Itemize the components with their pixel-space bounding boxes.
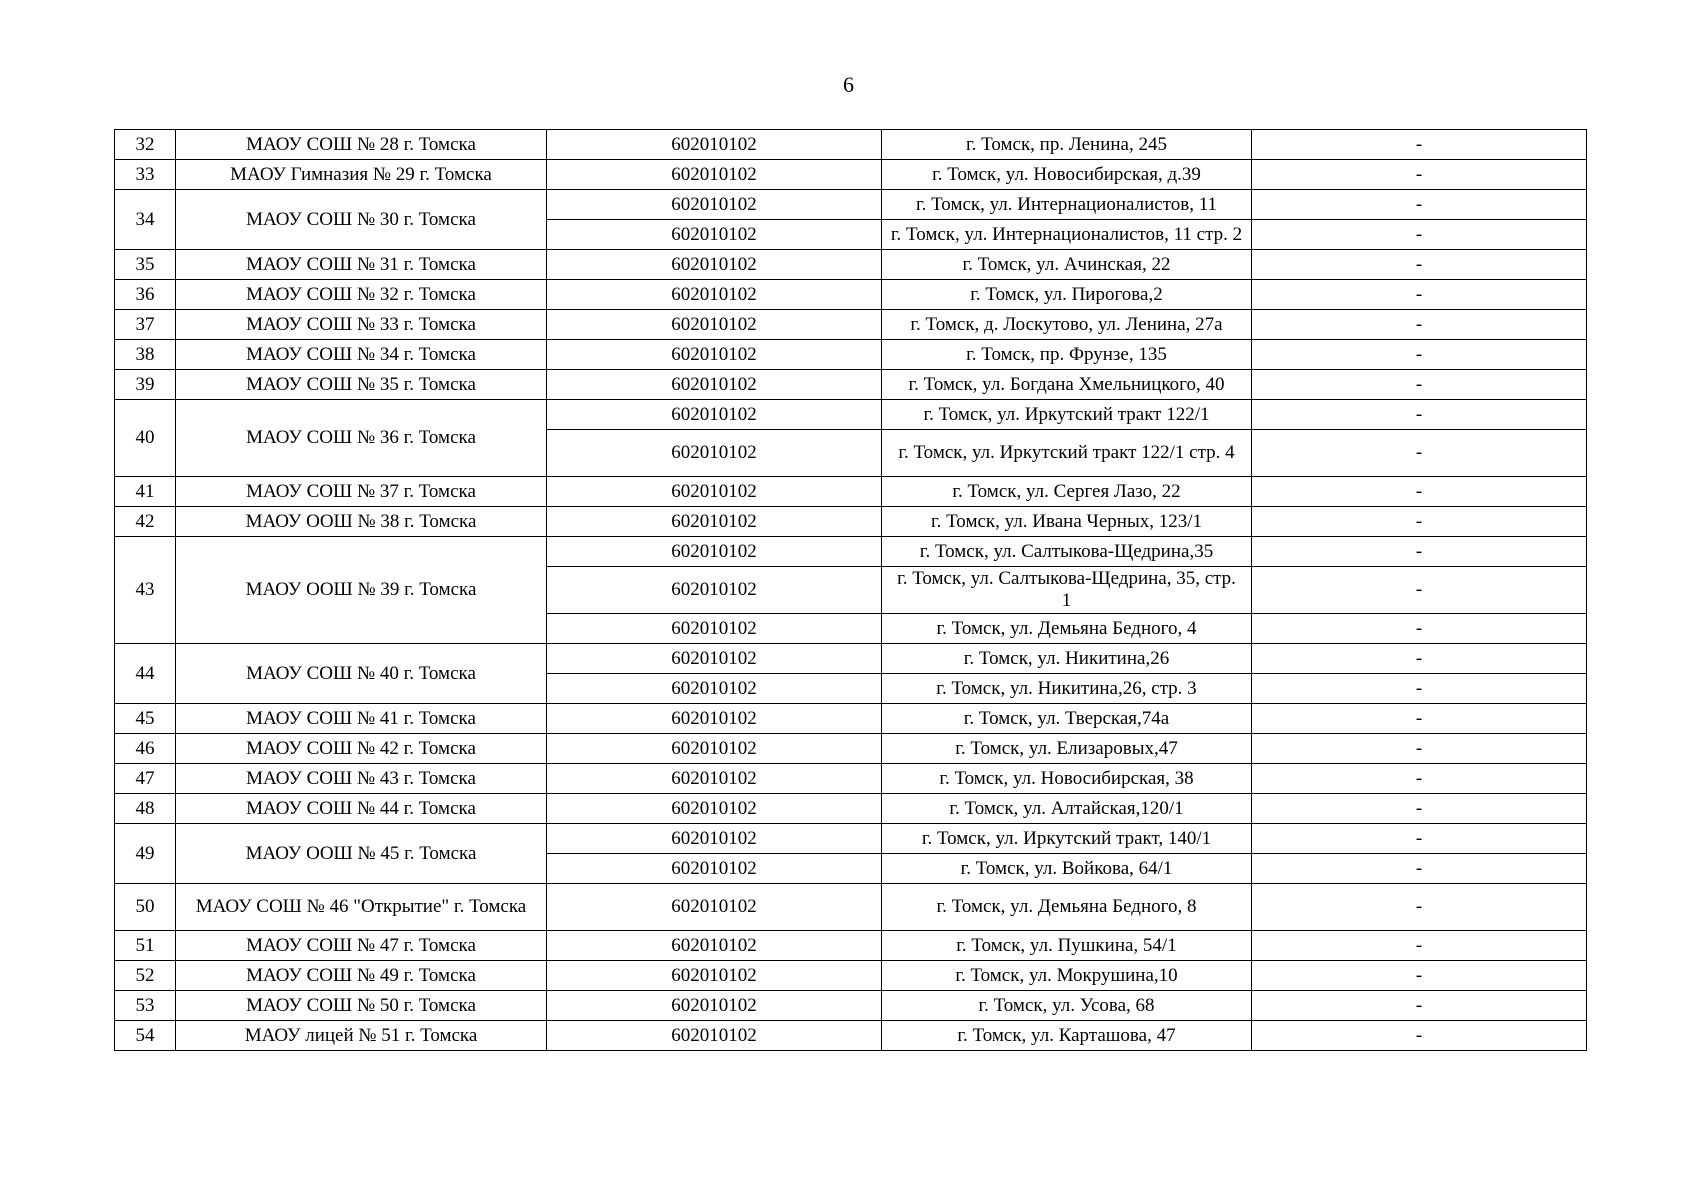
code-cell: 602010102: [547, 614, 882, 644]
school-name-cell: МАОУ СОШ № 46 "Открытие" г. Томска: [176, 884, 547, 931]
school-name-cell: МАОУ СОШ № 32 г. Томска: [176, 280, 547, 310]
address-cell: г. Томск, ул. Демьяна Бедного, 4: [882, 614, 1252, 644]
table-row: [115, 794, 1587, 824]
address-cell: г. Томск, ул. Тверская,74а: [882, 704, 1252, 734]
note-cell: -: [1252, 567, 1587, 614]
note-cell: -: [1252, 340, 1587, 370]
school-name-cell: МАОУ СОШ № 40 г. Томска: [176, 644, 547, 704]
note-cell: -: [1252, 704, 1587, 734]
address-cell: г. Томск, ул. Богдана Хмельницкого, 40: [882, 370, 1252, 400]
table-row: [115, 340, 1587, 370]
note-cell: -: [1252, 824, 1587, 854]
note-cell: -: [1252, 430, 1587, 477]
row-number-cell: 48: [115, 794, 176, 824]
school-name-cell: МАОУ СОШ № 43 г. Томска: [176, 764, 547, 794]
school-name-cell: МАОУ СОШ № 34 г. Томска: [176, 340, 547, 370]
note-cell: -: [1252, 991, 1587, 1021]
school-name-cell: МАОУ СОШ № 37 г. Томска: [176, 477, 547, 507]
table-row: [115, 400, 1587, 430]
code-cell: 602010102: [547, 824, 882, 854]
row-number-cell: 38: [115, 340, 176, 370]
table-row: [115, 644, 1587, 674]
address-cell: г. Томск, ул. Иркутский тракт, 140/1: [882, 824, 1252, 854]
school-name-cell: МАОУ ООШ № 38 г. Томска: [176, 507, 547, 537]
note-cell: -: [1252, 794, 1587, 824]
code-cell: 602010102: [547, 310, 882, 340]
schools-table: [114, 129, 1587, 1051]
address-cell: г. Томск, ул. Иркутский тракт 122/1: [882, 400, 1252, 430]
address-cell: г. Томск, ул. Мокрушина,10: [882, 961, 1252, 991]
school-name-cell: МАОУ Гимназия № 29 г. Томска: [176, 160, 547, 190]
table-row: [115, 704, 1587, 734]
code-cell: 602010102: [547, 340, 882, 370]
code-cell: 602010102: [547, 991, 882, 1021]
table-row: [115, 370, 1587, 400]
code-cell: 602010102: [547, 250, 882, 280]
row-number-cell: 41: [115, 477, 176, 507]
school-name-cell: МАОУ ООШ № 45 г. Томска: [176, 824, 547, 884]
code-cell: 602010102: [547, 764, 882, 794]
table-row: [115, 931, 1587, 961]
address-cell: г. Томск, ул. Салтыкова-Щедрина, 35, стр. 1: [882, 567, 1252, 614]
code-cell: 602010102: [547, 961, 882, 991]
row-number-cell: 40: [115, 400, 176, 477]
code-cell: 602010102: [547, 400, 882, 430]
note-cell: -: [1252, 674, 1587, 704]
row-number-cell: 34: [115, 190, 176, 250]
row-number-cell: 33: [115, 160, 176, 190]
note-cell: -: [1252, 130, 1587, 160]
table-row: [115, 507, 1587, 537]
code-cell: 602010102: [547, 704, 882, 734]
note-cell: -: [1252, 280, 1587, 310]
table-row: [115, 537, 1587, 567]
row-number-cell: 47: [115, 764, 176, 794]
address-cell: г. Томск, ул. Ачинская, 22: [882, 250, 1252, 280]
table-row: [115, 130, 1587, 160]
row-number-cell: 36: [115, 280, 176, 310]
note-cell: -: [1252, 854, 1587, 884]
code-cell: 602010102: [547, 477, 882, 507]
school-name-cell: МАОУ СОШ № 42 г. Томска: [176, 734, 547, 764]
address-cell: г. Томск, д. Лоскутово, ул. Ленина, 27а: [882, 310, 1252, 340]
school-name-cell: МАОУ ООШ № 39 г. Томска: [176, 537, 547, 644]
row-number-cell: 37: [115, 310, 176, 340]
note-cell: -: [1252, 1021, 1587, 1051]
note-cell: -: [1252, 190, 1587, 220]
school-name-cell: МАОУ СОШ № 31 г. Томска: [176, 250, 547, 280]
school-name-cell: МАОУ СОШ № 44 г. Томска: [176, 794, 547, 824]
address-cell: г. Томск, ул. Алтайская,120/1: [882, 794, 1252, 824]
address-cell: г. Томск, ул. Никитина,26: [882, 644, 1252, 674]
table-row: [115, 884, 1587, 931]
code-cell: 602010102: [547, 130, 882, 160]
table-row: [115, 734, 1587, 764]
school-name-cell: МАОУ лицей № 51 г. Томска: [176, 1021, 547, 1051]
address-cell: г. Томск, ул. Усова, 68: [882, 991, 1252, 1021]
note-cell: -: [1252, 537, 1587, 567]
note-cell: -: [1252, 250, 1587, 280]
table-row: [115, 764, 1587, 794]
school-name-cell: МАОУ СОШ № 35 г. Томска: [176, 370, 547, 400]
note-cell: -: [1252, 614, 1587, 644]
note-cell: -: [1252, 931, 1587, 961]
code-cell: 602010102: [547, 734, 882, 764]
table-row: [115, 310, 1587, 340]
note-cell: -: [1252, 507, 1587, 537]
row-number-cell: 39: [115, 370, 176, 400]
row-number-cell: 50: [115, 884, 176, 931]
note-cell: -: [1252, 734, 1587, 764]
row-number-cell: 43: [115, 537, 176, 644]
table-row: [115, 824, 1587, 854]
note-cell: -: [1252, 884, 1587, 931]
address-cell: г. Томск, ул. Новосибирская, 38: [882, 764, 1252, 794]
code-cell: 602010102: [547, 644, 882, 674]
address-cell: г. Томск, ул. Ивана Черных, 123/1: [882, 507, 1252, 537]
code-cell: 602010102: [547, 507, 882, 537]
row-number-cell: 46: [115, 734, 176, 764]
code-cell: 602010102: [547, 931, 882, 961]
row-number-cell: 53: [115, 991, 176, 1021]
address-cell: г. Томск, ул. Демьяна Бедного, 8: [882, 884, 1252, 931]
school-name-cell: МАОУ СОШ № 30 г. Томска: [176, 190, 547, 250]
address-cell: г. Томск, ул. Войкова, 64/1: [882, 854, 1252, 884]
code-cell: 602010102: [547, 160, 882, 190]
address-cell: г. Томск, ул. Новосибирская, д.39: [882, 160, 1252, 190]
note-cell: -: [1252, 961, 1587, 991]
code-cell: 602010102: [547, 220, 882, 250]
table-row: [115, 160, 1587, 190]
table-row: [115, 190, 1587, 220]
row-number-cell: 35: [115, 250, 176, 280]
code-cell: 602010102: [547, 1021, 882, 1051]
schools-table-body: [115, 130, 1587, 1051]
code-cell: 602010102: [547, 280, 882, 310]
address-cell: г. Томск, ул. Никитина,26, стр. 3: [882, 674, 1252, 704]
code-cell: 602010102: [547, 674, 882, 704]
table-row: [115, 477, 1587, 507]
row-number-cell: 45: [115, 704, 176, 734]
table-row: [115, 991, 1587, 1021]
row-number-cell: 32: [115, 130, 176, 160]
code-cell: 602010102: [547, 430, 882, 477]
school-name-cell: МАОУ СОШ № 33 г. Томска: [176, 310, 547, 340]
school-name-cell: МАОУ СОШ № 28 г. Томска: [176, 130, 547, 160]
code-cell: 602010102: [547, 190, 882, 220]
note-cell: -: [1252, 220, 1587, 250]
note-cell: -: [1252, 370, 1587, 400]
table-row: [115, 280, 1587, 310]
school-name-cell: МАОУ СОШ № 50 г. Томска: [176, 991, 547, 1021]
table-row: [115, 250, 1587, 280]
school-name-cell: МАОУ СОШ № 41 г. Томска: [176, 704, 547, 734]
row-number-cell: 42: [115, 507, 176, 537]
row-number-cell: 44: [115, 644, 176, 704]
code-cell: 602010102: [547, 884, 882, 931]
note-cell: -: [1252, 400, 1587, 430]
row-number-cell: 51: [115, 931, 176, 961]
address-cell: г. Томск, ул. Елизаровых,47: [882, 734, 1252, 764]
school-name-cell: МАОУ СОШ № 49 г. Томска: [176, 961, 547, 991]
row-number-cell: 54: [115, 1021, 176, 1051]
code-cell: 602010102: [547, 854, 882, 884]
code-cell: 602010102: [547, 537, 882, 567]
school-name-cell: МАОУ СОШ № 36 г. Томска: [176, 400, 547, 477]
address-cell: г. Томск, ул. Иркутский тракт 122/1 стр. 4: [882, 430, 1252, 477]
address-cell: г. Томск, ул. Сергея Лазо, 22: [882, 477, 1252, 507]
note-cell: -: [1252, 310, 1587, 340]
address-cell: г. Томск, пр. Фрунзе, 135: [882, 340, 1252, 370]
address-cell: г. Томск, ул. Интернационалистов, 11 стр. 2: [882, 220, 1252, 250]
note-cell: -: [1252, 160, 1587, 190]
table-row: [115, 1021, 1587, 1051]
code-cell: 602010102: [547, 794, 882, 824]
code-cell: 602010102: [547, 370, 882, 400]
note-cell: -: [1252, 644, 1587, 674]
note-cell: -: [1252, 477, 1587, 507]
address-cell: г. Томск, ул. Интернационалистов, 11: [882, 190, 1252, 220]
row-number-cell: 49: [115, 824, 176, 884]
address-cell: г. Томск, ул. Пирогова,2: [882, 280, 1252, 310]
address-cell: г. Томск, ул. Карташова, 47: [882, 1021, 1252, 1051]
row-number-cell: 52: [115, 961, 176, 991]
address-cell: г. Томск, пр. Ленина, 245: [882, 130, 1252, 160]
note-cell: -: [1252, 764, 1587, 794]
code-cell: 602010102: [547, 567, 882, 614]
page-number: 6: [843, 72, 854, 97]
address-cell: г. Томск, ул. Пушкина, 54/1: [882, 931, 1252, 961]
table-row: [115, 961, 1587, 991]
address-cell: г. Томск, ул. Салтыкова-Щедрина,35: [882, 537, 1252, 567]
school-name-cell: МАОУ СОШ № 47 г. Томска: [176, 931, 547, 961]
